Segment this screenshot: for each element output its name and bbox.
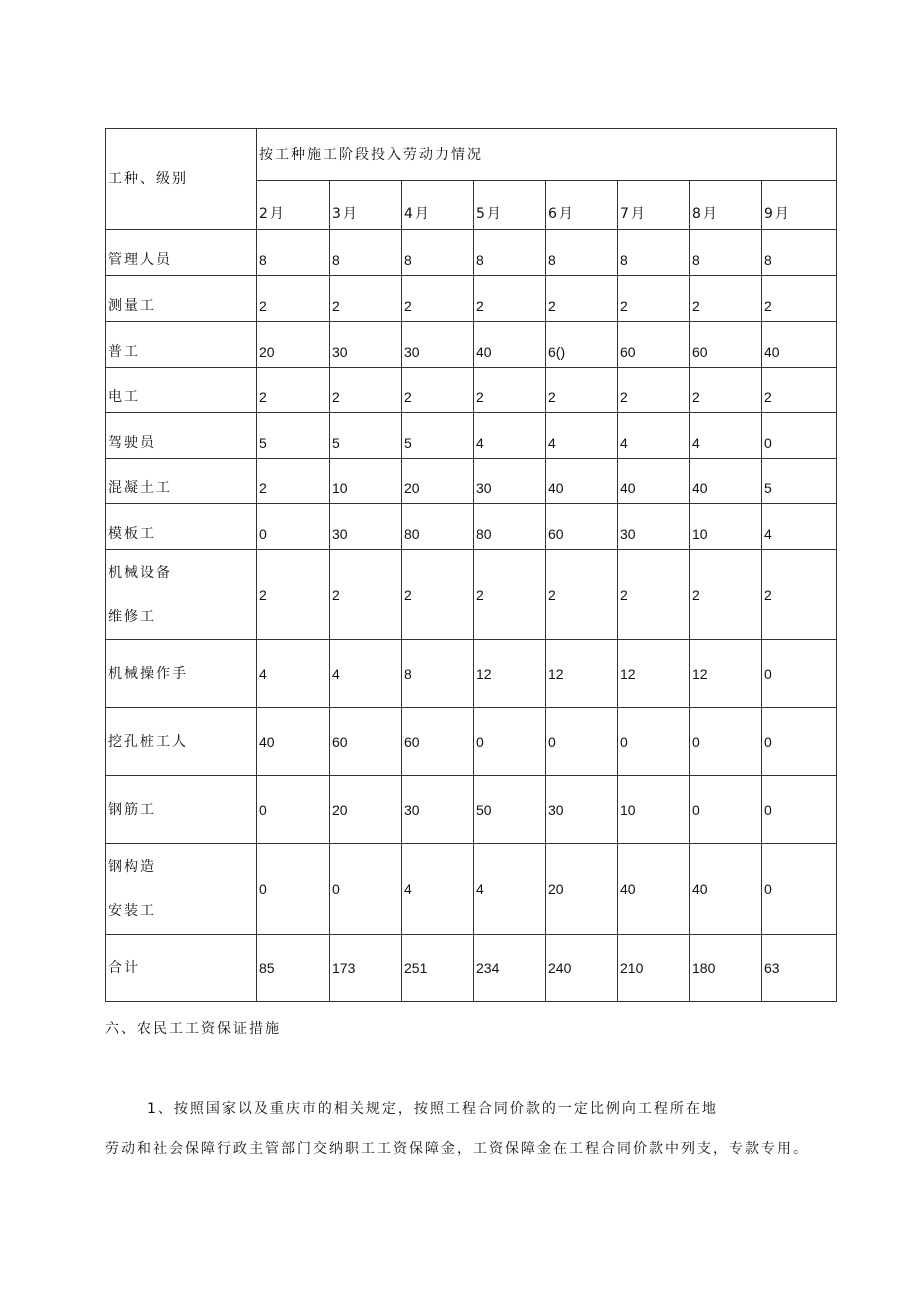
- month-header: 6月: [546, 181, 618, 230]
- table-cell: 8: [402, 640, 474, 708]
- table-cell: 20: [330, 776, 402, 844]
- table-cell: 2: [618, 276, 690, 322]
- row-label: 钢筋工: [106, 776, 257, 844]
- table-cell: 2: [474, 276, 546, 322]
- table-cell: 80: [474, 504, 546, 550]
- table-cell: 8: [402, 230, 474, 276]
- table-row: [106, 550, 837, 640]
- table-cell: 12: [690, 640, 762, 708]
- group-header: 按工种施工阶段投入劳动力情况: [257, 129, 837, 181]
- table-cell: 50: [474, 776, 546, 844]
- table-cell: 0: [257, 776, 330, 844]
- table-cell: 4: [546, 413, 618, 459]
- table-cell: 60: [618, 322, 690, 368]
- paragraph-2: 劳动和社会保障行政主管部门交纳职工工资保障金，工资保障金在工程合同价款中列支，专款专用。: [105, 1141, 809, 1157]
- month-header: 7月: [618, 181, 690, 230]
- table-cell: 0: [330, 844, 402, 935]
- table-cell: 85: [257, 935, 330, 1002]
- month-header: 2月: [257, 181, 330, 230]
- table-row: [106, 776, 837, 844]
- table-cell: 20: [402, 459, 474, 504]
- table-cell: 30: [546, 776, 618, 844]
- table-cell: 4: [762, 504, 837, 550]
- table-cell: 40: [690, 459, 762, 504]
- table-row: [106, 504, 837, 550]
- row-label: 电工: [106, 368, 257, 413]
- table-cell: 30: [330, 504, 402, 550]
- table-cell: 2: [762, 368, 837, 413]
- month-header: 5月: [474, 181, 546, 230]
- table-cell: 2: [690, 276, 762, 322]
- table-cell: 234: [474, 935, 546, 1002]
- table-cell: 10: [690, 504, 762, 550]
- table-cell: 2: [546, 276, 618, 322]
- table-row: [106, 708, 837, 776]
- table-cell: 2: [762, 550, 837, 640]
- table-cell: 0: [257, 844, 330, 935]
- table-cell: 8: [257, 230, 330, 276]
- table-cell: 2: [618, 368, 690, 413]
- table-cell: 4: [257, 640, 330, 708]
- table-cell: 4: [402, 844, 474, 935]
- table-cell: 0: [546, 708, 618, 776]
- table-cell: 8: [618, 230, 690, 276]
- table-row: [106, 322, 837, 368]
- table-cell: 40: [618, 844, 690, 935]
- row-label-line: 钢构造: [108, 859, 156, 875]
- table-cell: 0: [690, 776, 762, 844]
- table-row: [106, 368, 837, 413]
- table-cell: 60: [690, 322, 762, 368]
- table-cell: 40: [762, 322, 837, 368]
- table-cell: 173: [330, 935, 402, 1002]
- table-cell: 20: [257, 322, 330, 368]
- table-row: [106, 935, 837, 1002]
- table-row: [106, 276, 837, 322]
- paragraph-1: 1、按照国家以及重庆市的相关规定，按照工程合同价款的一定比例向工程所在地: [147, 1101, 718, 1117]
- table-cell: 4: [474, 413, 546, 459]
- table-row: [106, 844, 837, 935]
- table-header-row: [106, 129, 837, 181]
- table-cell: 20: [546, 844, 618, 935]
- table-cell: 4: [618, 413, 690, 459]
- table-cell: 0: [618, 708, 690, 776]
- row-label-line: 维修工: [108, 608, 156, 625]
- table-cell: 30: [402, 322, 474, 368]
- month-header: 8月: [690, 181, 762, 230]
- table-cell: 2: [330, 550, 402, 640]
- table-cell: 8: [762, 230, 837, 276]
- table-cell: 0: [762, 844, 837, 935]
- table-cell: 80: [402, 504, 474, 550]
- table-cell: 8: [546, 230, 618, 276]
- table-cell: 4: [690, 413, 762, 459]
- table-cell: 2: [257, 368, 330, 413]
- table-cell: 12: [474, 640, 546, 708]
- table-cell: 2: [474, 368, 546, 413]
- table-cell: 12: [618, 640, 690, 708]
- table-cell: 5: [330, 413, 402, 459]
- row-label-line: 安装工: [108, 903, 156, 919]
- table-cell: 12: [546, 640, 618, 708]
- table-cell: 0: [762, 640, 837, 708]
- table-cell: 2: [618, 550, 690, 640]
- table-cell: 2: [257, 459, 330, 504]
- category-header: 工种、级别: [106, 129, 257, 230]
- row-label: 挖孔桩工人: [106, 708, 257, 776]
- row-label: 合计: [106, 935, 257, 1002]
- table-cell: 2: [474, 550, 546, 640]
- table-cell: 0: [257, 504, 330, 550]
- table-cell: 251: [402, 935, 474, 1002]
- table-cell: 5: [257, 413, 330, 459]
- table-cell: 40: [618, 459, 690, 504]
- table-cell: 8: [474, 230, 546, 276]
- table-cell: 2: [690, 550, 762, 640]
- table-cell: 60: [546, 504, 618, 550]
- row-label: 测量工: [106, 276, 257, 322]
- table-cell: 0: [762, 413, 837, 459]
- table-cell: 5: [402, 413, 474, 459]
- table-cell: 6(): [546, 322, 618, 368]
- month-header: 9月: [762, 181, 837, 230]
- table-cell: 2: [546, 368, 618, 413]
- table-cell: 2: [402, 276, 474, 322]
- table-cell: 2: [257, 550, 330, 640]
- row-label: 普工: [106, 322, 257, 368]
- table-cell: 30: [474, 459, 546, 504]
- row-label-line: 机械设备: [108, 564, 172, 581]
- table-cell: 63: [762, 935, 837, 1002]
- table-cell: 8: [690, 230, 762, 276]
- table-cell: 40: [474, 322, 546, 368]
- row-label: 模板工: [106, 504, 257, 550]
- table-cell: 4: [330, 640, 402, 708]
- table-cell: 10: [330, 459, 402, 504]
- row-label: [106, 844, 257, 935]
- table-cell: 30: [402, 776, 474, 844]
- table-cell: 210: [618, 935, 690, 1002]
- table-cell: 2: [690, 368, 762, 413]
- table-cell: 40: [546, 459, 618, 504]
- table-cell: 2: [402, 368, 474, 413]
- labor-table: [105, 128, 837, 1002]
- table-row: [106, 459, 837, 504]
- table-cell: 30: [330, 322, 402, 368]
- table-cell: 0: [762, 708, 837, 776]
- table-cell: 30: [618, 504, 690, 550]
- section-heading: 六、农民工工资保证措施: [105, 1021, 281, 1037]
- table-cell: 60: [330, 708, 402, 776]
- table-cell: 2: [402, 550, 474, 640]
- table-cell: 2: [330, 368, 402, 413]
- table-cell: 2: [762, 276, 837, 322]
- table-cell: 8: [330, 230, 402, 276]
- table-cell: 60: [402, 708, 474, 776]
- table-cell: 2: [546, 550, 618, 640]
- table-cell: 2: [330, 276, 402, 322]
- table-cell: 0: [690, 708, 762, 776]
- table-cell: 0: [474, 708, 546, 776]
- table-row: [106, 640, 837, 708]
- month-header: 4月: [402, 181, 474, 230]
- month-header: 3月: [330, 181, 402, 230]
- table-row: [106, 413, 837, 459]
- table-cell: 240: [546, 935, 618, 1002]
- table-cell: 40: [257, 708, 330, 776]
- table-cell: 5: [762, 459, 837, 504]
- row-label: 混凝土工: [106, 459, 257, 504]
- table-cell: 180: [690, 935, 762, 1002]
- table-cell: 0: [762, 776, 837, 844]
- row-label: [106, 550, 257, 640]
- table-cell: 2: [257, 276, 330, 322]
- table-cell: 10: [618, 776, 690, 844]
- table-cell: 4: [474, 844, 546, 935]
- row-label: 机械操作手: [106, 640, 257, 708]
- table-row: [106, 230, 837, 276]
- table-cell: 40: [690, 844, 762, 935]
- row-label: 驾驶员: [106, 413, 257, 459]
- row-label: 管理人员: [106, 230, 257, 276]
